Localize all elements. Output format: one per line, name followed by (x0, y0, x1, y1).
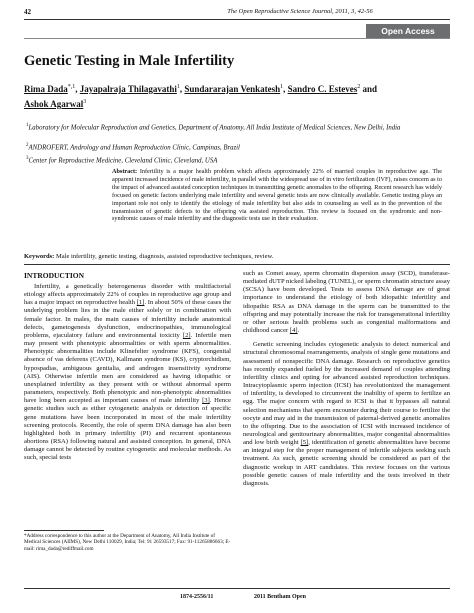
open-access-divider (24, 38, 450, 39)
affiliation-text: Center for Reproductive Medicine, Cleveland Clinic, Cleveland, USA (28, 157, 218, 165)
keywords (24, 253, 444, 260)
abstract-text: Infertility is a major health problem which affects approximately 22% of married couples in reproductive age. The apparent increased incidence of male infertility, in parallel with the widespread use of in vitro fertilization (IVF), raises concern as to the impact of advanced assisted conception techniques in transmitting genetic anomalies to the offspring. Recent research has widely focused on genetic factors underlying male infertility and several genetic tests are now clinically available. Genetic testing plays an important role not only to identify the etiology of male infertility but also aids in counseling as well as in the prevention of the transmission of genetic defects to the offspring via assisted reproduction. This review is focused on the syndromic and non-syndromic causes of male infertility and the diagnostic tests use in their evaluation. (112, 168, 442, 223)
text-run: . Infertile men may present with phenotypic abnormalities or with sperm abnormalities. Phenotypic abnormalities include Klinefelter syndrome (KFS), congenital absence of vas deferens (CAVD), Kallmann syndrome (KS), cryptorchidism, hypospadias, ambiguous genitalia, and androgen insensitivity syndrome (AIS). Otherwise infertile men are considered as having idiopathic or unexplained infertility as they present with or without abnormal sperm parameters, respectively. Both phenotypic and non-phenotypic abnormalities have long been accepted as important causes of male infertility (24, 331, 231, 405)
author-link[interactable]: Sandro C. Esteves (287, 84, 358, 94)
keywords-label: Keywords: (24, 253, 55, 260)
article-title: Genetic Testing in Male Infertility (24, 53, 235, 69)
author-sup: 3 (83, 99, 87, 105)
reference-link[interactable]: [2] (182, 331, 191, 339)
text-run: . In about 50% of these cases the underlying problem lies in the male either solely or in combination with female factor. In males, the main causes of infertility include anatomical defects, gametogenesis dysfunction, endocrinopathies, immunological problems, ejaculatory failure and environmental toxicity (24, 299, 231, 339)
footer-issn: 1874-2556/11 (180, 594, 214, 600)
text-run: such as Comet assay, sperm chromatin dispersion assay (SCD), transferase-mediated dUTP nicked labeling (TUNEL), or sperm chromatin structure assay (SCSA) have been developed. Tests to assess DNA damage are of great importance to understand the etiology of both idiopathic infertility and idiopathic RSA as DNA damage in the sperm can be transmitted to the offspring and may potentially increase the risk for transgenerational infertility or other serious health problems such as congenital malformations and childhood cancer (243, 270, 450, 335)
affiliation (26, 155, 446, 166)
affiliation (26, 142, 446, 153)
author-sup: 1 (280, 84, 284, 90)
affiliation-text: ANDROFERT, Andrology and Human Reproduction Clinic, Campinas, Brazil (28, 144, 240, 152)
text-run: Infertility, a genetically heterogeneous disorder with multifactorial etiology affects approximately 22% of couples in reproductive age group and has a major impact on reproductive health (24, 283, 231, 307)
text-run: Genetic screening includes cytogenetic analysis to detect numerical and structural chromosomal rearrangements, analysis of single gene mutations and assessment of nonspecific DNA damage. Research on reproductive genetics has recently expanded fueled by the increased demand of couples attending infertility clinics and opting for advanced assisted reproduction techniques. Intracytoplasmic sperm injection (ICSI) has revolutionized the management of infertility, is developed to circumvent the inability of sperm to fertilize an egg. The major concern with regard to ICSI is that it bypasses all natural selection mechanisms that sperm encounter during their course to fertilize the oocyte and may aid in the transmission of paternal-derived genetic anomalies to the offspring. Due to the association of ICSI with increased incidence of neurological and genitourinary abnormalities, major congenital abnormalities and low birth weight (243, 341, 450, 447)
text-run: , identification of genetic abnormalities have become an integral step for the proper management of infertile subjects seeking such treatment. As such, genetic screening should be considered as part of the diagnostic workup in ART candidates. This review focuses on the various possible genetic causes of male infertility and the tests involved in their diagnosis. (243, 439, 451, 487)
correspondence-footnote: *Address correspondence to this author at the Department of Anatomy, All India Institute of Medical Sciences (AIIMS), New Delhi 110029, India; Tel: 91 26593517; Fax: 91-11265886663; E-mail: rima_dada@rediffmail.com (24, 533, 231, 552)
reference-link[interactable]: [1] (136, 299, 145, 307)
header-divider (24, 19, 450, 20)
footer-publisher: 2011 Bentham Open (254, 594, 307, 600)
body-column-right (243, 270, 450, 488)
affiliation-sup: 3 (26, 156, 29, 161)
keywords-divider (24, 264, 450, 265)
body-column-left (24, 283, 231, 462)
footer-divider (24, 588, 450, 589)
paragraph (243, 341, 450, 488)
reference-link[interactable]: [4] (289, 327, 298, 335)
journal-citation: The Open Reproductive Science Journal, 2011, 3, 42-56 (227, 8, 373, 15)
paragraph (243, 270, 450, 335)
paragraph (24, 283, 231, 462)
reference-link[interactable]: [3] (202, 397, 210, 405)
abstract (112, 168, 442, 223)
affiliation-text: Laboratory for Molecular Reproduction and Genetics, Department of Anatomy, All India Institute of Medical Sciences, New Delhi, India (28, 124, 401, 132)
keywords-text: Male infertility, genetic testing, diagnosis, assisted reproductive techniques, review. (55, 253, 274, 260)
author-sup: 2 (357, 84, 361, 90)
text-run: . Hence genetic studies such as either cytogenetic analysis or detection of specific gene mutations have been incorporated in most of the male infertility screening protocols. Recently, the role of sperm DNA damage has also been highlighted both in primary infertility (PI) and recurrent spontaneous abortions (RSA) following natural and assisted conception. In general, DNA damage cannot be detected by routine cytogenetic and molecular methods. As such, special tests (24, 397, 231, 462)
author-sup: *,1 (67, 84, 76, 90)
text-run: . (297, 327, 300, 335)
affiliation-sup: 1 (26, 123, 29, 128)
author-link[interactable]: Rima Dada (24, 84, 68, 94)
author-sup: 1 (176, 84, 180, 90)
author-list: Rima Dada$^{*,1}$, Jayapalraja Thilagavathi$^1$, Sundararajan Venkatesh$^1$, Sandro C. Esteves$^2$ and Ashok Agarwal$^3$ (24, 84, 378, 109)
reference-link[interactable]: [5] (300, 439, 309, 447)
author-link[interactable]: Ashok Agarwal (24, 99, 84, 109)
open-access-badge: Open Access (366, 24, 450, 38)
footnote-divider (24, 530, 104, 531)
abstract-label: Abstract: (112, 168, 138, 175)
author-link[interactable]: Sundararajan Venkatesh (184, 84, 281, 94)
section-heading-introduction: INTRODUCTION (24, 271, 85, 280)
page-number: 42 (24, 8, 31, 16)
affiliation (26, 122, 446, 133)
affiliation-sup: 2 (26, 143, 29, 148)
author-link[interactable]: Jayapalraja Thilagavathi (79, 84, 177, 94)
